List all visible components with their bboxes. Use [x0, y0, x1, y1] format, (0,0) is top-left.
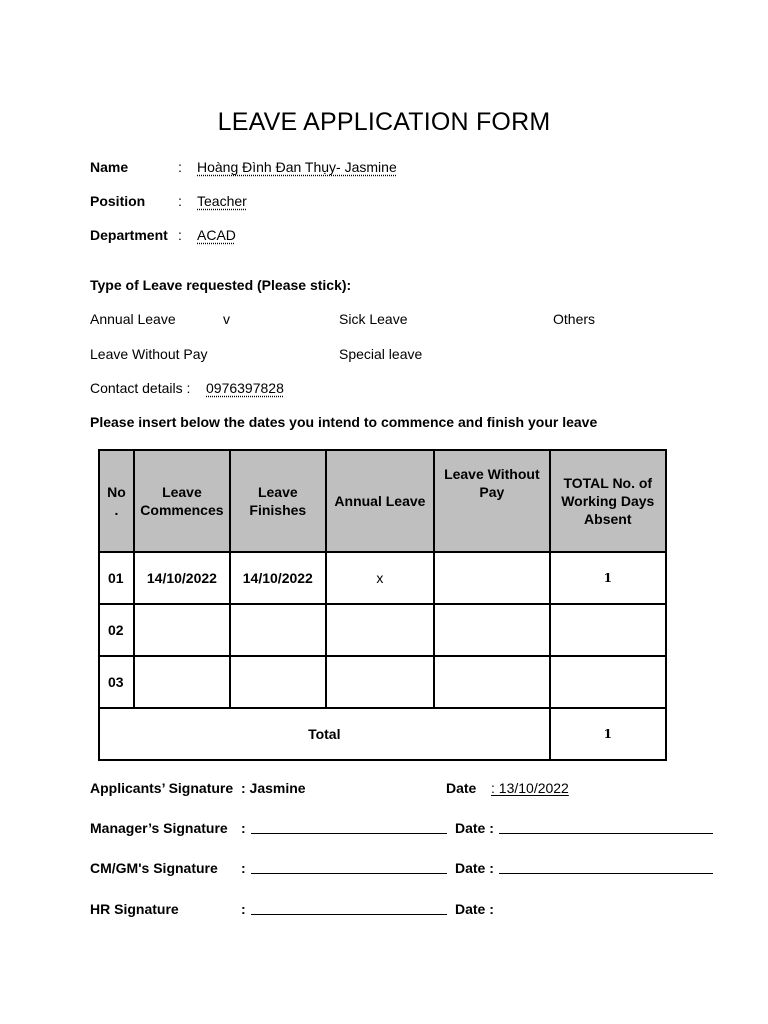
leave-without-pay-cell: [434, 656, 549, 708]
department-colon: :: [178, 227, 182, 243]
name-label: Name: [90, 159, 129, 175]
sick-leave-option: Sick Leave: [339, 311, 408, 327]
row-number: 02: [99, 604, 134, 656]
cmgm-date-label: Date :: [455, 860, 494, 876]
cmgm-signature-line[interactable]: [251, 861, 447, 879]
others-option: Others: [553, 311, 596, 327]
leave-type-heading: Type of Leave requested (Please stick):: [90, 277, 352, 293]
annual-leave-mark: v: [223, 311, 230, 327]
annual-leave-option: Annual Leave: [90, 311, 176, 327]
annual-leave-cell: x: [326, 552, 434, 604]
total-label: Total: [99, 708, 550, 760]
table-total-row: [99, 708, 666, 760]
applicant-signature-label: Applicants’ Signature: [90, 780, 234, 796]
position-label: Position: [90, 193, 146, 209]
header-annual-leave: Annual Leave: [326, 450, 434, 552]
leave-finishes-cell: [230, 656, 326, 708]
cmgm-signature-colon: :: [241, 860, 246, 876]
position-value: Teacher: [197, 193, 247, 209]
manager-date-label: Date :: [455, 820, 494, 836]
special-leave-option: Special leave: [339, 346, 423, 362]
manager-signature-label: Manager’s Signature: [90, 820, 228, 836]
table-row: [99, 656, 666, 708]
leave-without-pay-cell: [434, 552, 549, 604]
form-title: LEAVE APPLICATION FORM: [217, 108, 551, 136]
total-value: 1: [550, 708, 666, 760]
hr-signature-label: HR Signature: [90, 901, 179, 917]
contact-value: 0976397828: [206, 380, 284, 396]
manager-date-line[interactable]: [499, 821, 713, 839]
leave-finishes-cell: 14/10/2022: [230, 552, 326, 604]
row-number: 01: [99, 552, 134, 604]
row-number: 03: [99, 656, 134, 708]
total-days-cell: 1: [550, 552, 666, 604]
table-header-row: [99, 450, 666, 552]
cmgm-date-line[interactable]: [499, 861, 713, 879]
contact-label: Contact details :: [90, 380, 191, 396]
dates-instruction: Please insert below the dates you intend to commence and finish your leave: [90, 414, 598, 430]
hr-signature-colon: :: [241, 901, 246, 917]
header-leave-finishes: Leave Finishes: [230, 450, 326, 552]
table-row: [99, 552, 666, 604]
manager-signature-colon: :: [241, 820, 246, 836]
hr-date-label: Date :: [455, 901, 494, 917]
leave-finishes-cell: [230, 604, 326, 656]
annual-leave-cell: [326, 604, 434, 656]
leave-without-pay-option: Leave Without Pay: [90, 346, 208, 362]
applicant-date-value: : 13/10/2022: [491, 780, 569, 796]
total-days-cell: [550, 604, 666, 656]
leave-commences-cell: [134, 656, 230, 708]
department-value: ACAD: [197, 227, 236, 243]
applicant-date-label: Date: [446, 780, 477, 796]
leave-without-pay-cell: [434, 604, 549, 656]
total-days-cell: [550, 656, 666, 708]
leave-dates-table: [98, 449, 667, 761]
leave-commences-cell: 14/10/2022: [134, 552, 230, 604]
header-no: No .: [99, 450, 134, 552]
table-row: [99, 604, 666, 656]
leave-commences-cell: [134, 604, 230, 656]
name-value: Hoàng Đình Đan Thụy- Jasmine: [197, 159, 397, 175]
department-label: Department: [90, 227, 168, 243]
hr-signature-line[interactable]: [251, 902, 447, 920]
cmgm-signature-label: CM/GM's Signature: [90, 860, 218, 876]
annual-leave-cell: [326, 656, 434, 708]
name-colon: :: [178, 159, 182, 175]
position-colon: :: [178, 193, 182, 209]
header-total-days: TOTAL No. of Working Days Absent: [550, 450, 666, 552]
applicant-signature-value: : Jasmine: [241, 780, 306, 796]
manager-signature-line[interactable]: [251, 821, 447, 839]
header-leave-commences: Leave Commences: [134, 450, 230, 552]
header-leave-without-pay: Leave Without Pay: [434, 450, 549, 552]
